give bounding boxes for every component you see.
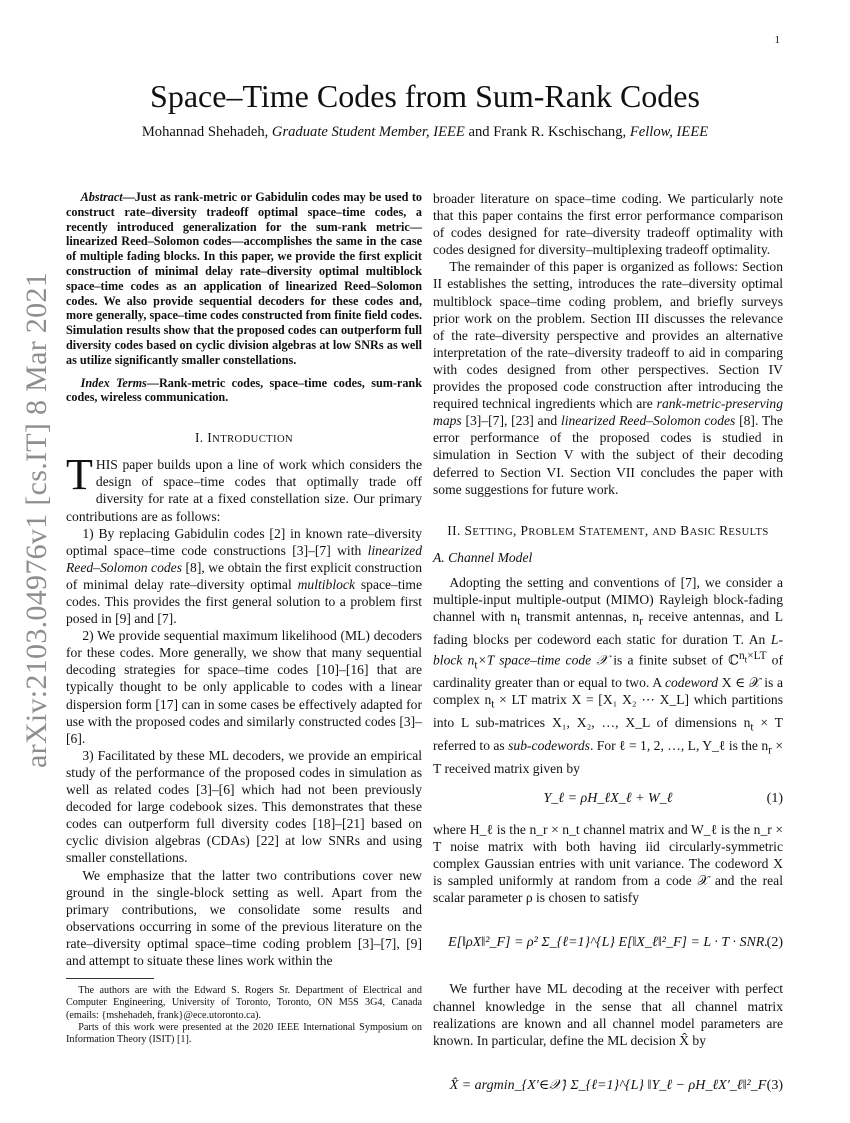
s2-num: II. (447, 522, 465, 538)
channel-paragraph-2: where H_ℓ is the n_r × n_t channel matrix and W_ℓ is the n_r × T noise matrix with both having iid circularly-symmetric complex Gaussian entries with unit variance. The codeword X is sampled uniformly at random from a code 𝒳 and the real scalar parameter ρ is chosen to satisfy (433, 821, 783, 906)
contribution-3: 3) Facilitated by these ML decoders, we provide an empirical study of the performance of the proposed codes in simulation as well as related codes [3]–[6] which had not been previously decoded for large codebook sizes. This demonstrates that these codes can outperform full diversity codes [18]–[21] based on cyclic division algebras (CDAs) [22] at low SNRs and using smaller constellations. (66, 747, 422, 866)
subsection-a-heading: A. Channel Model (433, 549, 533, 565)
ch-j: × LT matrix X = [X₁ X₂ ⋯ X_L] which partitions into L sub-matrices X₁, X₂, …, X_L of dimensions n (433, 692, 783, 731)
ch-l: sub-codewords (508, 738, 590, 754)
right-paragraph-1: broader literature on space–time coding. We particularly note that this paper contains the first error performance comparison of codes designed for rate–diversity tradeoff optimality with codes designed for diversity–multiplexing tradeoff optimality. (433, 191, 783, 258)
drop-cap: T (66, 450, 93, 500)
ch-e: ×T space–time code 𝒳 (477, 652, 609, 668)
paper-title: Space–Time Codes from Sum-Rank Codes (150, 78, 700, 114)
footnotes (66, 978, 422, 1046)
index-terms-label: Index Terms (80, 375, 147, 390)
section-1-rest: NTRODUCTION (212, 434, 294, 446)
right-column (433, 190, 783, 1123)
ch-n: × T received matrix given by (433, 738, 783, 776)
section-2-heading: II. SETTING, PROBLEM STATEMENT, AND BASIC RESULTS (447, 522, 769, 538)
org-a: The remainder of this paper is organized as follows: Section II establishes the setting, introduces the rate–diversity optimal multiblock space–time coding problem, and briefly surveys prior work on the problem. Section III discusses the relevance of the rate–diversity perspective and provides an alternative interpretation of the rate–diversity tradeoff to aid in comparing with codes designed from other perspectives. Section IV provides the proposed code construction after introducing the required technical ingredients which are (433, 259, 783, 412)
ch-h: codeword (664, 675, 719, 691)
org-c: [3]–[7], [23] and (461, 413, 561, 429)
author-conjunction: and Frank R. Kschischang, (464, 124, 630, 140)
intro-p1-text: HIS paper builds upon a line of work which considers the design of space–time codes that optimally trade off diversity for rate at a fixed constellation size. Our primary contributions are as follows: (66, 457, 422, 524)
equation-2-body: E[‖ρX‖²_F] = ρ² Σ_{ℓ=1}^{L} E[‖X_ℓ‖²_F] = L · T · SNR. (448, 935, 768, 951)
org-d: linearized Reed–Solomon codes (560, 413, 736, 429)
s2-w2r: ROBLEM (528, 526, 575, 538)
s2-w3r: TATEMENT (586, 526, 645, 538)
ch-f: is a finite subset of ℂ (608, 652, 739, 668)
page-number: 1 (774, 34, 780, 46)
channel-paragraph-1: Adopting the setting and conventions of [7], we consider a multiple-input multiple-output (MIMO) Rayleigh block-fading channel with $n_t$ transmit antennas, $n_r$ receive antennas, and L fading blocks per codeword each static for duration T. An L-block $n_t\times T$ space–time code 𝒳 is a finite subset of ℂ$^{n_t\times LT}$ of cardinality greater than or equal to two. A codeword X ∈ 𝒳 is a complex $n_t$ × LT matrix X = [X₁ X₂ ⋯ X_L] which partitions into L sub-matrices X₁, X₂, …, X_L of dimensions $n_t \times T$ referred to as sub-codewords. For ℓ = 1, 2, …, L, Y_ℓ is the $n_r \times T$ received matrix given by (433, 574, 784, 776)
ch-c: receive antennas, and L fading blocks per codeword each static for duration T. An (433, 609, 784, 647)
org-e: [8]. The error performance of the proposed codes is studied in simulation in Section V with the subject of their decoding deferred to Section VI. Section VII concludes the paper with some suggestions for future work. (433, 413, 783, 497)
org-b: rank-metric-preserving maps (433, 396, 783, 429)
channel-paragraph-3: We further have ML decoding at the receiver with perfect channel knowledge in the sense that all channel matrix realizations are known and all channel model parameters are known. In particular, define the ML decision X̂ by (433, 981, 783, 1048)
index-terms (66, 376, 422, 406)
section-1-heading (66, 429, 422, 448)
author-1-name: Mohannad Shehadeh, (141, 124, 272, 140)
s2-w1r: ETTING (472, 526, 514, 538)
contribution-2: 2) We provide sequential maximum likelihood (ML) decoders for these codes. More generally, we show that many sequential decoding strategies for space–time codes [10]–[16] that are typically thought to be only applicable to codes with a linear dispersion form [17] can in some cases be effectively adapted for use with the proposed codes and similarly constructed codes [3]–[6]. (66, 628, 422, 746)
section-1-initial: I (207, 430, 213, 446)
equation-3 (433, 1059, 783, 1113)
equation-1-number: (1) (766, 790, 783, 806)
equation-2-number: (2) (766, 935, 783, 951)
equation-1-body: Y_ℓ = ρH_ℓX_ℓ + W_ℓ (543, 790, 673, 806)
abstract-text: —Just as rank-metric or Gabidulin codes may be used to construct rate–diversity tradeoff optimal space–time codes, a recently introduced generalization for the sum-rank metric—linearized Reed–Solomon codes—accomplishes the same in the case of multiple fading blocks. In this paper, we provide the first explicit construction of minimal delay rate–diversity optimal multiblock space–time codes as an application of linearized Reed–Solomon codes. We also provide sequential decoders for these codes and, more generally, space–time codes constructed from finite field codes. Simulation results show that the proposed codes can outperform full diversity codes based on cyclic division algebras at low SNRs as well as utilize significantly smaller constellations. (66, 190, 422, 367)
author-1-role: Graduate Student Member, IEEE (271, 124, 465, 140)
footnote-rule (66, 978, 154, 979)
ch-i: X ∈ 𝒳 is a complex n (433, 675, 783, 708)
intro-emphasis-paragraph: We emphasize that the latter two contributions cover new ground in the single-block setting as well. Apart from the primary contributions, we consolidate some results and observations occurring in some of the previous literature on the rate–diversity optimal space–time coding problem [3]–[7], [9] and attempt to situate these lines work within the (66, 867, 422, 968)
equation-3-number: (3) (766, 1077, 783, 1093)
s2-w1f: S (464, 522, 473, 538)
ch-k: × T referred to as (433, 715, 783, 754)
author-line (0, 124, 850, 141)
ch-a: Adopting the setting and conventions of [7], we consider a multiple-input multiple-output (MIMO) Rayleigh block-fading channel with n (433, 574, 783, 625)
section-1-num: I. (194, 430, 208, 446)
c1-e: space–time codes. This provides the first general solution to a problem first posed in [9] and [7]. (66, 576, 422, 627)
ch-b: transmit antennas, n (520, 609, 640, 625)
index-terms-text: —Rank-metric codes, space–time codes, sum-rank codes, wireless communication. (66, 375, 422, 405)
left-column (66, 190, 422, 969)
c1-c: [8], we obtain the first explicit construction of minimal delay rate–diversity optimal (66, 559, 422, 592)
c1-d: multiblock (297, 576, 355, 592)
abstract-label: Abstract (80, 190, 123, 204)
c1-a: 1) By replacing Gabidulin codes [2] in known rate–diversity optimal space–time code constructions [3]–[7] with (66, 525, 422, 558)
s2-w4: AND (652, 526, 677, 538)
arxiv-stamp (10, 271, 64, 769)
author-2-role: Fellow, IEEE (629, 124, 709, 140)
arxiv-stamp-text: arXiv:2103.04976v1 [cs.IT] 8 Mar 2021 (20, 271, 53, 769)
organization-paragraph (433, 258, 783, 497)
ch-g: of cardinality greater than or equal to two. A (433, 652, 783, 691)
footnote-conference: Parts of this work were presented at the 2020 IEEE International Symposium on Information Theory (ISIT) [1]. (66, 1021, 422, 1046)
ch-d: L-block n (433, 631, 783, 668)
abstract (66, 190, 422, 368)
s2-w5f: B (680, 522, 690, 538)
s2-w5r: ASIC (689, 526, 716, 538)
c1-b: linearized Reed–Solomon codes (66, 542, 422, 575)
s2-w6f: R (719, 522, 729, 538)
s2-w6r: ESULTS (728, 526, 769, 538)
equation-3-body: X̂ = argmin_{X′∈𝒳} Σ_{ℓ=1}^{L} ‖Y_ℓ − ρH_ℓX′_ℓ‖²_F (449, 1077, 767, 1093)
footnote-affiliation: The authors are with the Edward S. Rogers Sr. Department of Electrical and Computer Engineering, University of Toronto, Toronto, ON M5S 3G4, Canada (emails: {mshehadeh, frank}@ece.utoronto.ca). (66, 985, 422, 1021)
ch-m: . For ℓ = 1, 2, …, L, Y_ℓ is the n (589, 738, 769, 754)
equation-1 (433, 787, 783, 811)
s2-w2f: P (520, 522, 529, 538)
intro-paragraph-1 (66, 450, 422, 524)
contribution-1 (66, 525, 422, 628)
equation-2 (433, 916, 783, 970)
s2-w3f: S (578, 522, 587, 538)
